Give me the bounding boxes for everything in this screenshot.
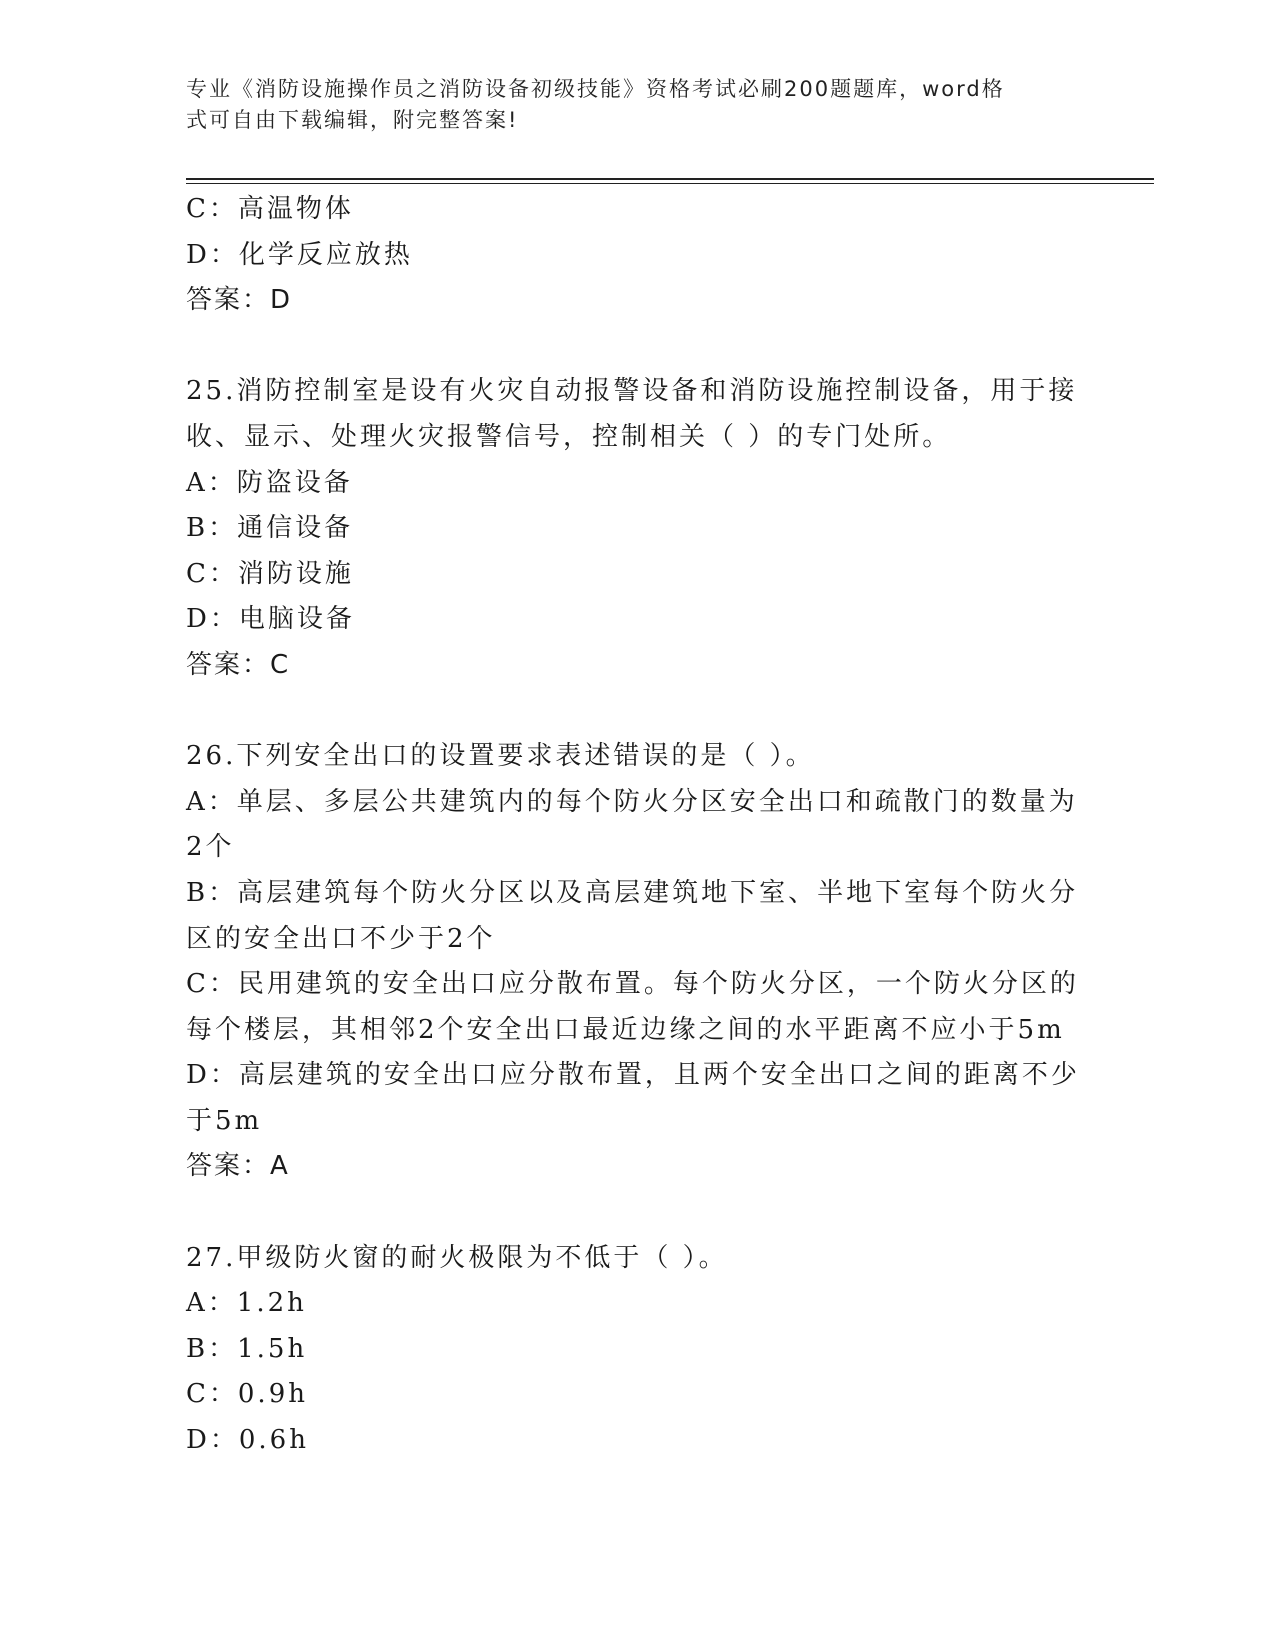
option-d: D：0.6h	[186, 1425, 309, 1456]
option-c: C：民用建筑的安全出口应分散布置。每个防火分区，一个防火分区的	[186, 969, 1079, 1000]
option-a: A：1.2h	[186, 1288, 307, 1319]
option-d: D：化学反应放热	[186, 239, 413, 270]
option-d: D：高层建筑的安全出口应分散布置，且两个安全出口之间的距离不少	[186, 1060, 1080, 1091]
option-a: A：防盗设备	[186, 467, 353, 498]
document-header	[186, 74, 1066, 136]
header-divider-thick	[186, 178, 1154, 180]
question-stem: 收、显示、处理火灾报警信号，控制相关（ ）的专门处所。	[186, 421, 952, 452]
option-c: C：消防设施	[186, 558, 354, 589]
document-body	[186, 187, 1086, 1464]
answer-line: 答案：C	[186, 649, 291, 680]
option-b: B：高层建筑每个防火分区以及高层建筑地下室、半地下室每个防火分	[186, 877, 1079, 908]
header-line-2: 式可自由下载编辑，附完整答案!	[186, 108, 519, 132]
option-d: D：电脑设备	[186, 604, 355, 635]
option-c: C：高温物体	[186, 194, 354, 224]
answer-line: 答案：A	[186, 1151, 290, 1182]
option-d-cont: 于5m	[186, 1105, 263, 1136]
option-a: A：单层、多层公共建筑内的每个防火分区安全出口和疏散门的数量为	[186, 786, 1078, 817]
question-stem: 26.下列安全出口的设置要求表述错误的是（ ）。	[186, 741, 815, 772]
question-stem: 27.甲级防火窗的耐火极限为不低于（ ）。	[186, 1242, 728, 1273]
option-b: B：通信设备	[186, 513, 354, 544]
question-stem: 25.消防控制室是设有火灾自动报警设备和消防设施控制设备，用于接	[186, 376, 1078, 407]
option-b-cont: 区的安全出口不少于2个	[186, 923, 496, 954]
option-c: C：0.9h	[186, 1379, 308, 1410]
option-a-cont: 2个	[186, 832, 235, 863]
header-line-1: 专业《消防设施操作员之消防设备初级技能》资格考试必刷200题题库，word格	[186, 77, 1005, 101]
header-divider-thin	[186, 183, 1154, 184]
option-c-cont: 每个楼层，其相邻2个安全出口最近边缘之间的水平距离不应小于5m	[186, 1014, 1065, 1045]
answer-line: 答案：D	[186, 285, 293, 316]
option-b: B：1.5h	[186, 1333, 308, 1364]
